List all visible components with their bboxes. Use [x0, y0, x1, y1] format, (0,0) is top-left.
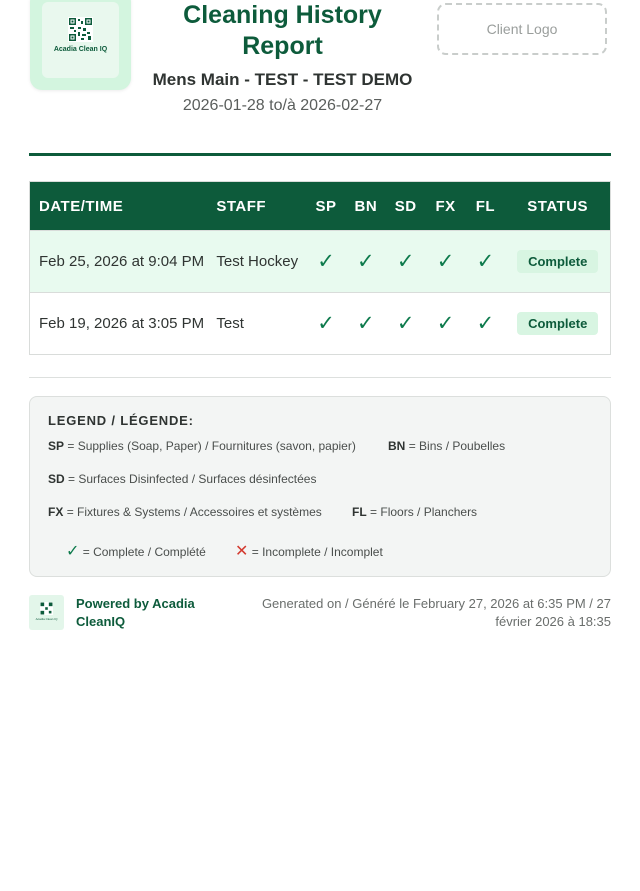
report-date-range: 2026-01-28 to/à 2026-02-27	[182, 97, 383, 114]
row-staff: Test	[216, 315, 244, 332]
check-icon: ✓	[436, 249, 455, 273]
column-header-sd: SD	[394, 197, 417, 215]
check-icon: ✓	[396, 311, 415, 335]
section-divider	[29, 377, 611, 378]
report-location: Mens Main - TEST - TEST DEMO	[152, 70, 413, 89]
legend-item-sd	[48, 472, 316, 486]
report-title-block	[140, 0, 425, 117]
column-header-sp: SP	[315, 197, 337, 215]
row-datetime: Feb 25, 2026 at 9:04 PM	[39, 253, 205, 270]
legend-text: = Incomplete / Incomplet	[251, 545, 383, 559]
legend-text: = Complete / Complété	[82, 545, 206, 559]
legend-incomplete	[235, 541, 383, 561]
check-icon: ✓	[317, 311, 335, 335]
legend-title: LEGEND / LÉGENDE:	[48, 413, 194, 428]
column-header-datetime: DATE/TIME	[39, 197, 124, 215]
report-header	[0, 0, 640, 155]
legend-item-sp	[48, 439, 356, 453]
footer-logo	[29, 595, 64, 630]
brand-logo-text: Acadia Clean IQ	[53, 46, 108, 53]
column-header-fl: FL	[475, 197, 496, 215]
legend-item-fl	[352, 505, 477, 519]
status-badge: Complete	[517, 312, 598, 335]
legend-code: SP	[48, 439, 65, 453]
check-icon: ✓	[357, 311, 375, 335]
legend-complete	[66, 541, 206, 561]
cleaning-history-table	[29, 181, 611, 355]
legend-text: = Floors / Planchers	[370, 505, 478, 519]
check-icon: ✓	[317, 249, 335, 273]
check-icon: ✓	[396, 249, 415, 273]
legend-box	[29, 396, 611, 577]
check-icon: ✓	[357, 249, 375, 273]
legend-code: SD	[48, 472, 65, 486]
legend-code: FL	[352, 505, 367, 519]
legend-text: = Bins / Poubelles	[408, 439, 506, 453]
legend-code: FX	[48, 505, 64, 519]
check-icon: ✓	[66, 543, 80, 560]
generated-timestamp: Generated on / Généré le February 27, 2026 at 6:35 PM / 27 février 2026 à 18:35	[261, 596, 611, 629]
column-header-staff: STAFF	[216, 197, 267, 215]
check-icon: ✓	[476, 311, 495, 335]
legend-code: BN	[388, 439, 406, 453]
row-staff: Test Hockey	[216, 253, 299, 270]
legend-text: = Surfaces Disinfected / Surfaces désinfectées	[68, 472, 317, 486]
check-icon: ✓	[436, 311, 455, 335]
column-header-bn: BN	[354, 197, 378, 215]
table-header-row	[30, 182, 610, 230]
column-header-fx: FX	[435, 197, 456, 215]
cross-icon: ✕	[235, 543, 249, 560]
legend-text: = Supplies (Soap, Paper) / Fournitures (savon, papier)	[67, 439, 356, 453]
legend-item-bn	[388, 439, 505, 453]
table-row	[30, 230, 610, 292]
legend-text: = Fixtures & Systems / Accessoires et systèmes	[66, 505, 322, 519]
report-title: Cleaning History Report	[183, 1, 382, 60]
footer-logo-text: Acadia Clean IQ	[35, 617, 58, 621]
qr-code-icon	[40, 602, 53, 615]
check-icon: ✓	[476, 249, 495, 273]
table-row	[30, 292, 610, 354]
row-datetime: Feb 19, 2026 at 3:05 PM	[39, 315, 205, 332]
powered-by-text: Powered by Acadia CleanIQ	[76, 596, 195, 629]
header-divider	[29, 153, 611, 156]
client-logo-placeholder: Client Logo	[437, 3, 607, 55]
qr-code-icon	[68, 17, 93, 42]
column-header-status: STATUS	[527, 197, 589, 215]
brand-logo	[30, 0, 131, 90]
status-badge: Complete	[517, 250, 598, 273]
brand-logo-panel	[42, 2, 119, 78]
legend-item-fx	[48, 505, 322, 519]
